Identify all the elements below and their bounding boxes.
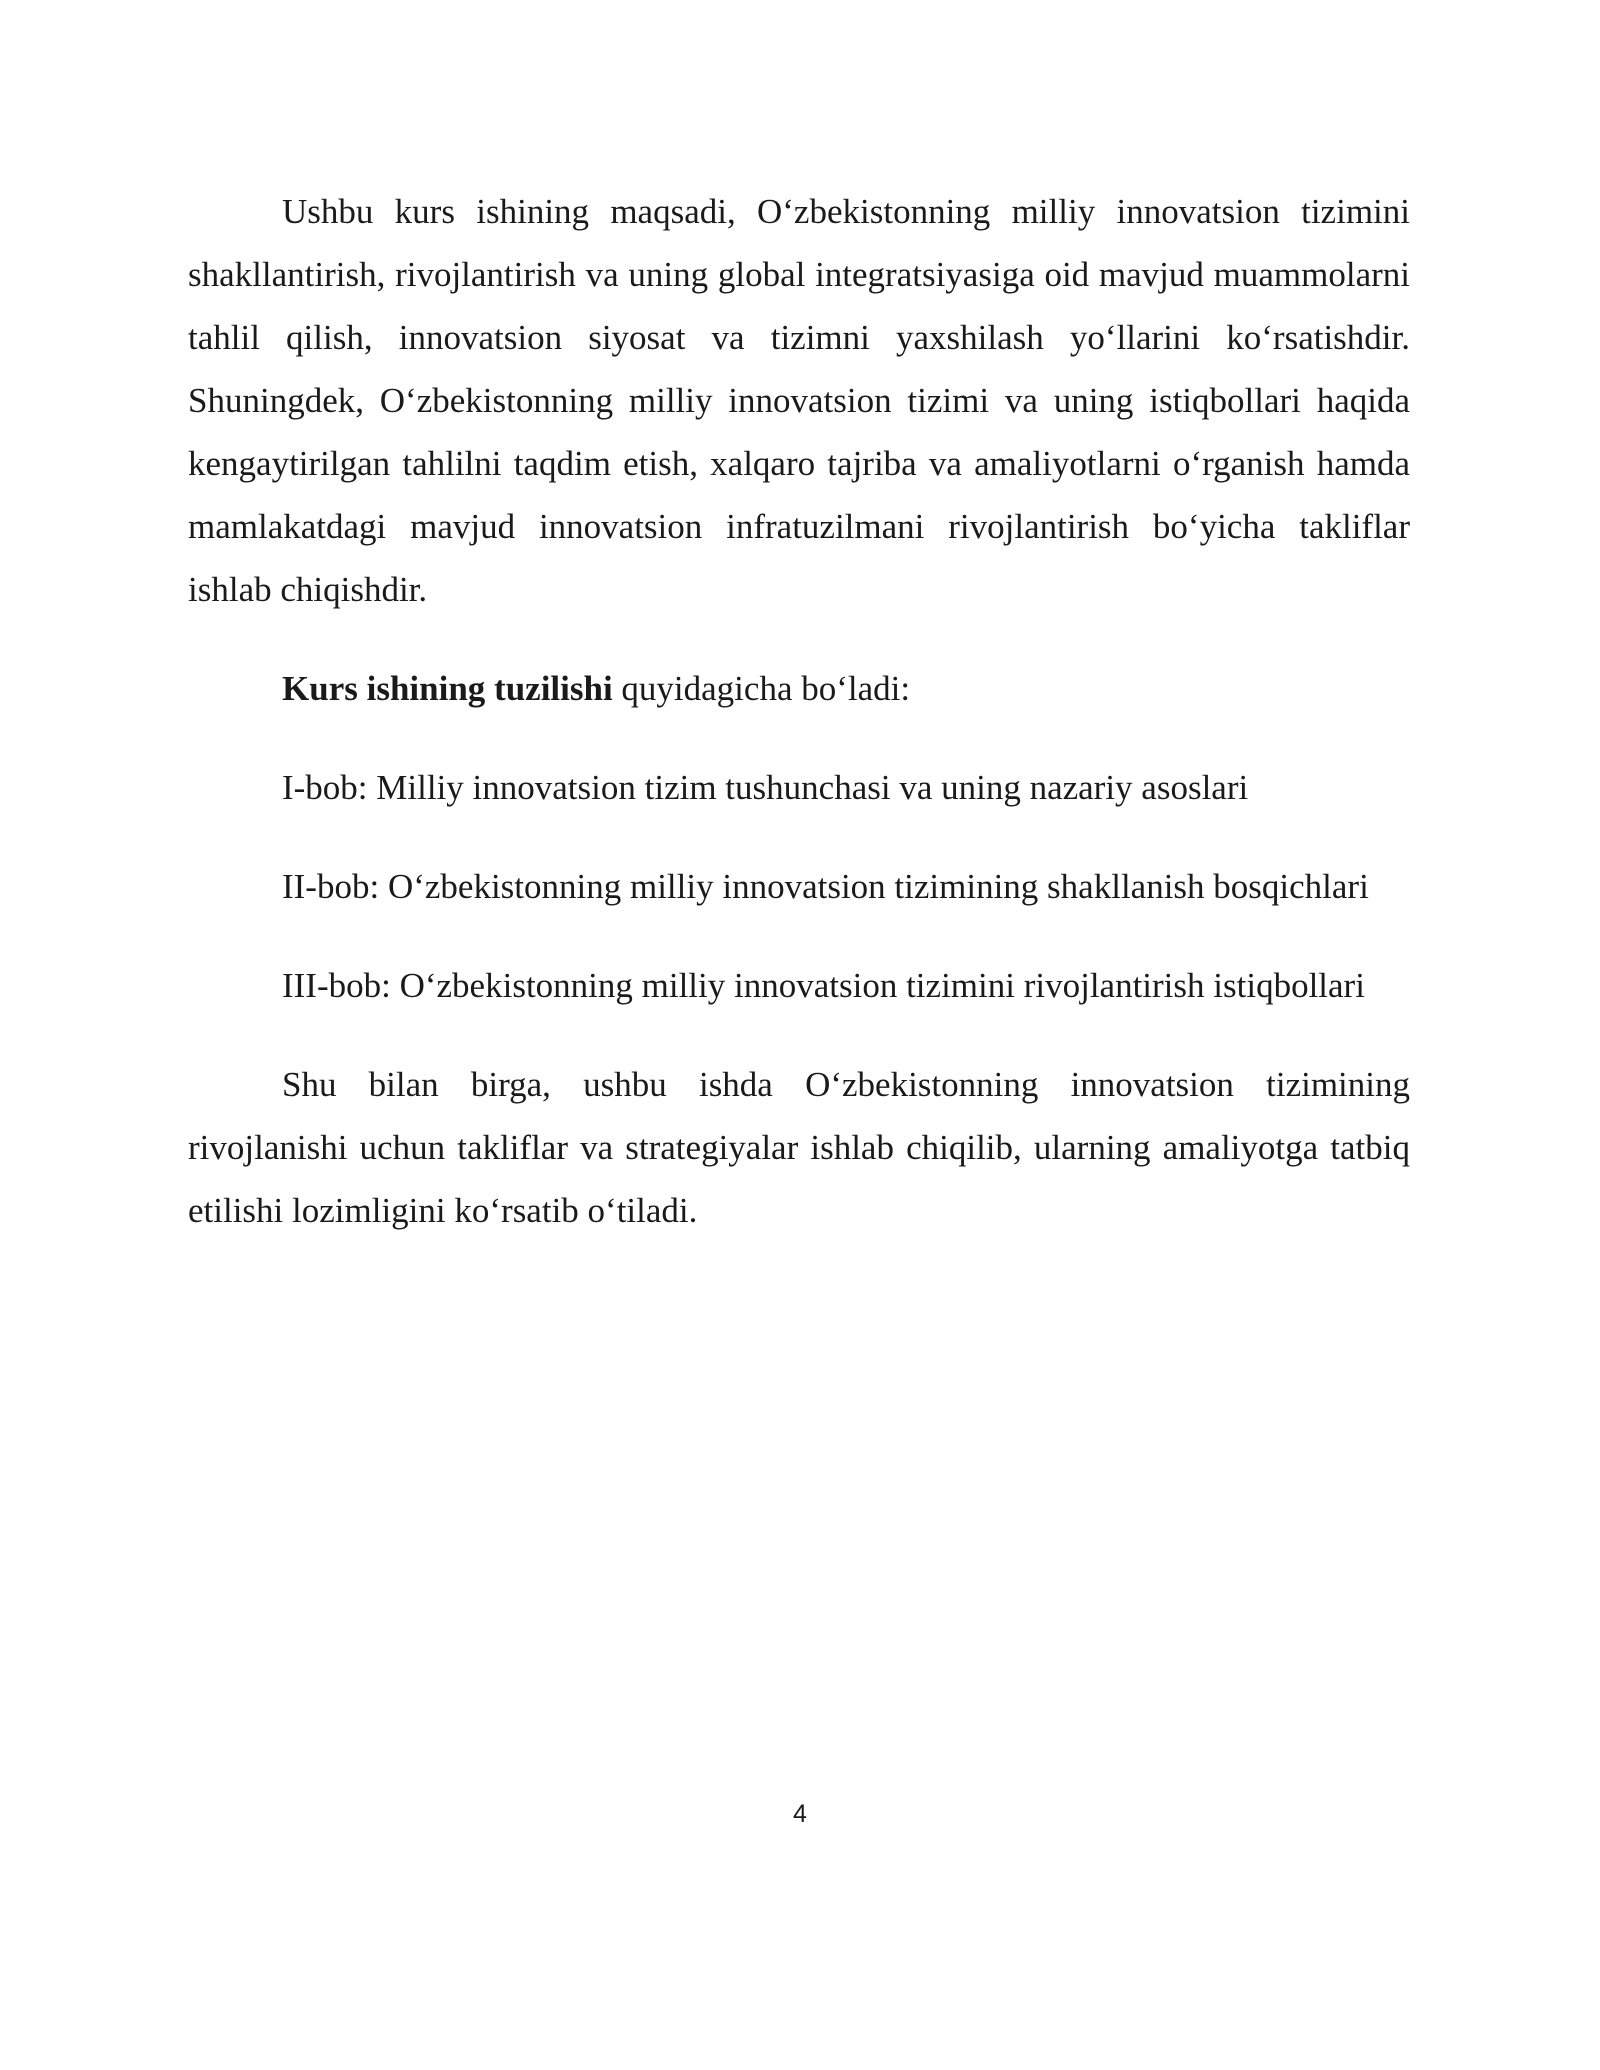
conclusion-paragraph: Shu bilan birga, ushbu ishda O‘zbekistonning innovatsion tizimining rivojlanishi uchun takliflar va strategiyalar ishlab chiqilib, ularning amaliyotga tatbiq etilishi lozimligini ko‘rsatib o‘tiladi. bbox=[188, 1065, 1410, 1230]
page-number: 4 bbox=[793, 1800, 807, 1828]
structure-heading-paragraph bbox=[188, 657, 1410, 720]
chapter-2-item: II-bob: O‘zbekistonning milliy innovatsion tizimining shakllanish bosqichlari bbox=[282, 867, 1369, 906]
chapter-1-item: I-bob: Milliy innovatsion tizim tushunchasi va uning nazariy asoslari bbox=[282, 768, 1249, 807]
chapter-3-item: III-bob: O‘zbekistonning milliy innovatsion tizimini rivojlantirish istiqbollari bbox=[282, 966, 1365, 1005]
intro-paragraph: Ushbu kurs ishining maqsadi, O‘zbekistonning milliy innovatsion tizimini shakllantirish, rivojlantirish va uning global integratsiyasiga oid mavjud muammolarni tahlil qilish, innovatsion siyosat va tizimni yaxshilash yo‘llarini ko‘rsatishdir. Shuningdek, O‘zbekistonning milliy innovatsion tizimi va uning istiqbollari haqida kengaytirilgan tahlilni taqdim etish, xalqaro tajriba va amaliyotlarni o‘rganish hamda mamlakatdagi mavjud innovatsion infratuzilmani rivojlantirish bo‘yicha takliflar ishlab chiqishdir. bbox=[188, 192, 1410, 609]
structure-heading-rest: quyidagicha bo‘ladi: bbox=[612, 669, 911, 708]
structure-heading-bold: Kurs ishining tuzilishi bbox=[282, 669, 613, 708]
page-body bbox=[188, 180, 1410, 1242]
